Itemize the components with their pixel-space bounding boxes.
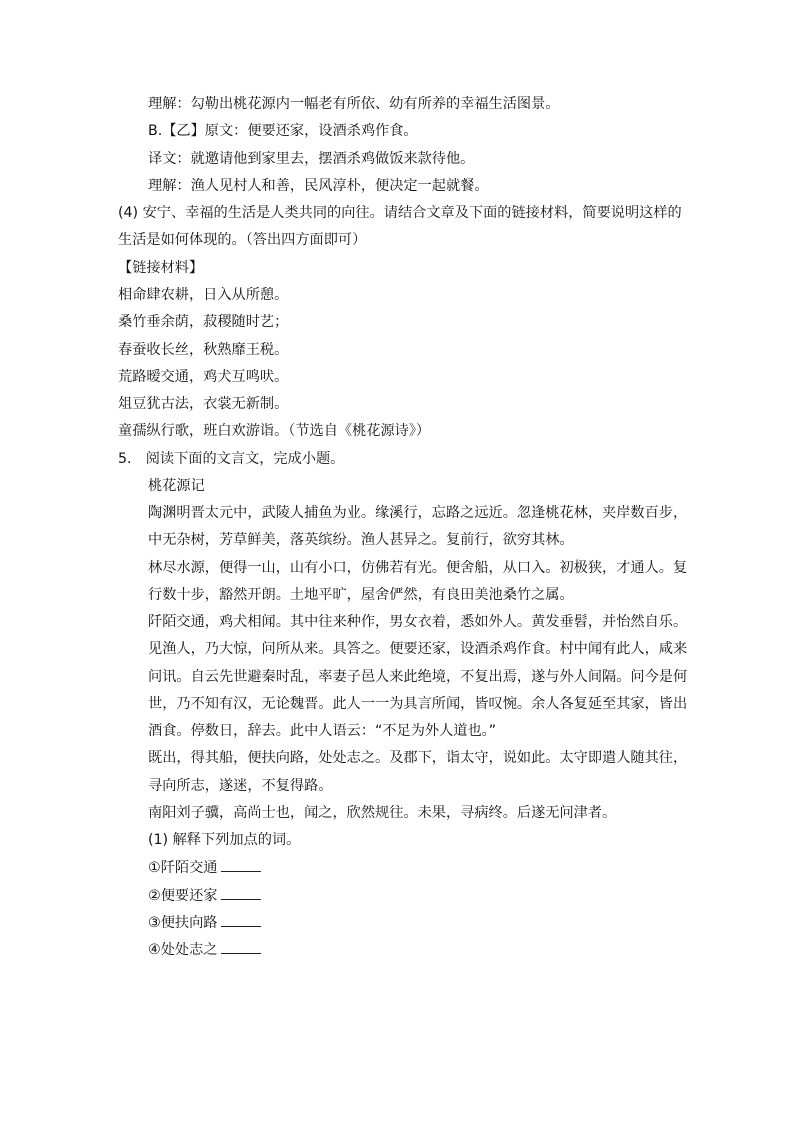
question-4: (4) 安宁、幸福的生活是人类共同的向往。请结合文章及下面的链接材料，简要说明这样的 [118, 205, 682, 221]
vocab-item-text: ①阡陌交通 [148, 860, 218, 876]
answer-blank[interactable] [221, 857, 261, 872]
vocab-item [148, 857, 261, 878]
passage-line: 酒食。停数日，辞去。此中人语云：“不足为外人道也。” [148, 723, 497, 739]
passage-line: 中无杂树，芳草鲜美，落英缤纷。渔人甚异之。复前行，欲穷其林。 [148, 532, 574, 548]
vocab-item-text: ④处处志之 [148, 942, 218, 958]
poem-line: 相命肆农耕，日入从所憩。 [118, 287, 289, 303]
passage-line: 陶渊明晋太元中，武陵人捕鱼为业。缘溪行，忘路之远近。忽逢桃花林，夹岸数百步， [148, 505, 688, 521]
poem-line: 荒路暧交通，鸡犬互鸣吠。 [118, 369, 289, 385]
answer-blank[interactable] [221, 885, 261, 900]
vocab-item [148, 885, 261, 906]
passage-title: 桃花源记 [148, 478, 205, 494]
text-line: 译文：就邀请他到家里去，摆酒杀鸡做饭来款待他。 [148, 151, 475, 167]
vocab-item-text: ②便要还家 [148, 888, 218, 904]
answer-blank[interactable] [221, 939, 261, 954]
text-line: 理解：渔人见村人和善，民风淳朴，便决定一起就餐。 [148, 178, 489, 194]
poem-line: 俎豆犹古法，衣裳无新制。 [118, 396, 289, 412]
passage-line: 问讯。自云先世避秦时乱，率妻子邑人来此绝境，不复出焉，遂与外人间隔。问今是何 [148, 669, 688, 685]
answer-blank[interactable] [221, 912, 261, 927]
vocab-item [148, 939, 261, 960]
passage-line: 行数十步，豁然开朗。土地平旷，屋舍俨然，有良田美池桑竹之属。 [148, 587, 574, 603]
section-heading: 【链接材料】 [118, 260, 204, 276]
text-line: 理解：勾勒出桃花源内一幅老有所依、幼有所养的幸福生活图景。 [148, 96, 560, 112]
text-line: 生活是如何体现的。（答出四方面即可） [118, 232, 367, 248]
vocab-item-text: ③便扶向路 [148, 915, 218, 931]
text-line: B.【乙】原文：便要还家，设酒杀鸡作食。 [148, 123, 418, 139]
poem-line: 春蚕收长丝，秋熟靡王税。 [118, 342, 289, 358]
passage-line: 林尽水源，便得一山，山有小口，仿佛若有光。便舍船，从口入。初极狭，才通人。复 [148, 560, 688, 576]
passage-line: 世，乃不知有汉，无论魏晋。此人一一为具言所闻，皆叹惋。余人各复延至其家，皆出 [148, 696, 688, 712]
vocab-item [148, 912, 261, 933]
question-5: 5. 阅读下面的文言文，完成小题。 [118, 451, 345, 467]
passage-line: 寻向所志，遂迷，不复得路。 [148, 778, 333, 794]
poem-line: 童孺纵行歌，班白欢游诣。（节选自《桃花源诗》） [118, 423, 431, 439]
passage-line: 既出，得其船，便扶向路，处处志之。及郡下，诣太守，说如此。太守即遣人随其往， [148, 750, 688, 766]
poem-line: 桑竹垂余荫，菽稷随时艺； [118, 314, 289, 330]
passage-line: 阡陌交通，鸡犬相闻。其中往来种作，男女衣着，悉如外人。黄发垂髫，并怡然自乐。 [148, 614, 688, 630]
passage-line: 南阳刘子骥，高尚士也，闻之，欣然规往。未果，寻病终。后遂无问津者。 [148, 805, 617, 821]
subquestion-1: (1) 解释下列加点的词。 [148, 832, 301, 848]
passage-line: 见渔人，乃大惊，问所从来。具答之。便要还家，设酒杀鸡作食。村中闻有此人，咸来 [148, 641, 688, 657]
